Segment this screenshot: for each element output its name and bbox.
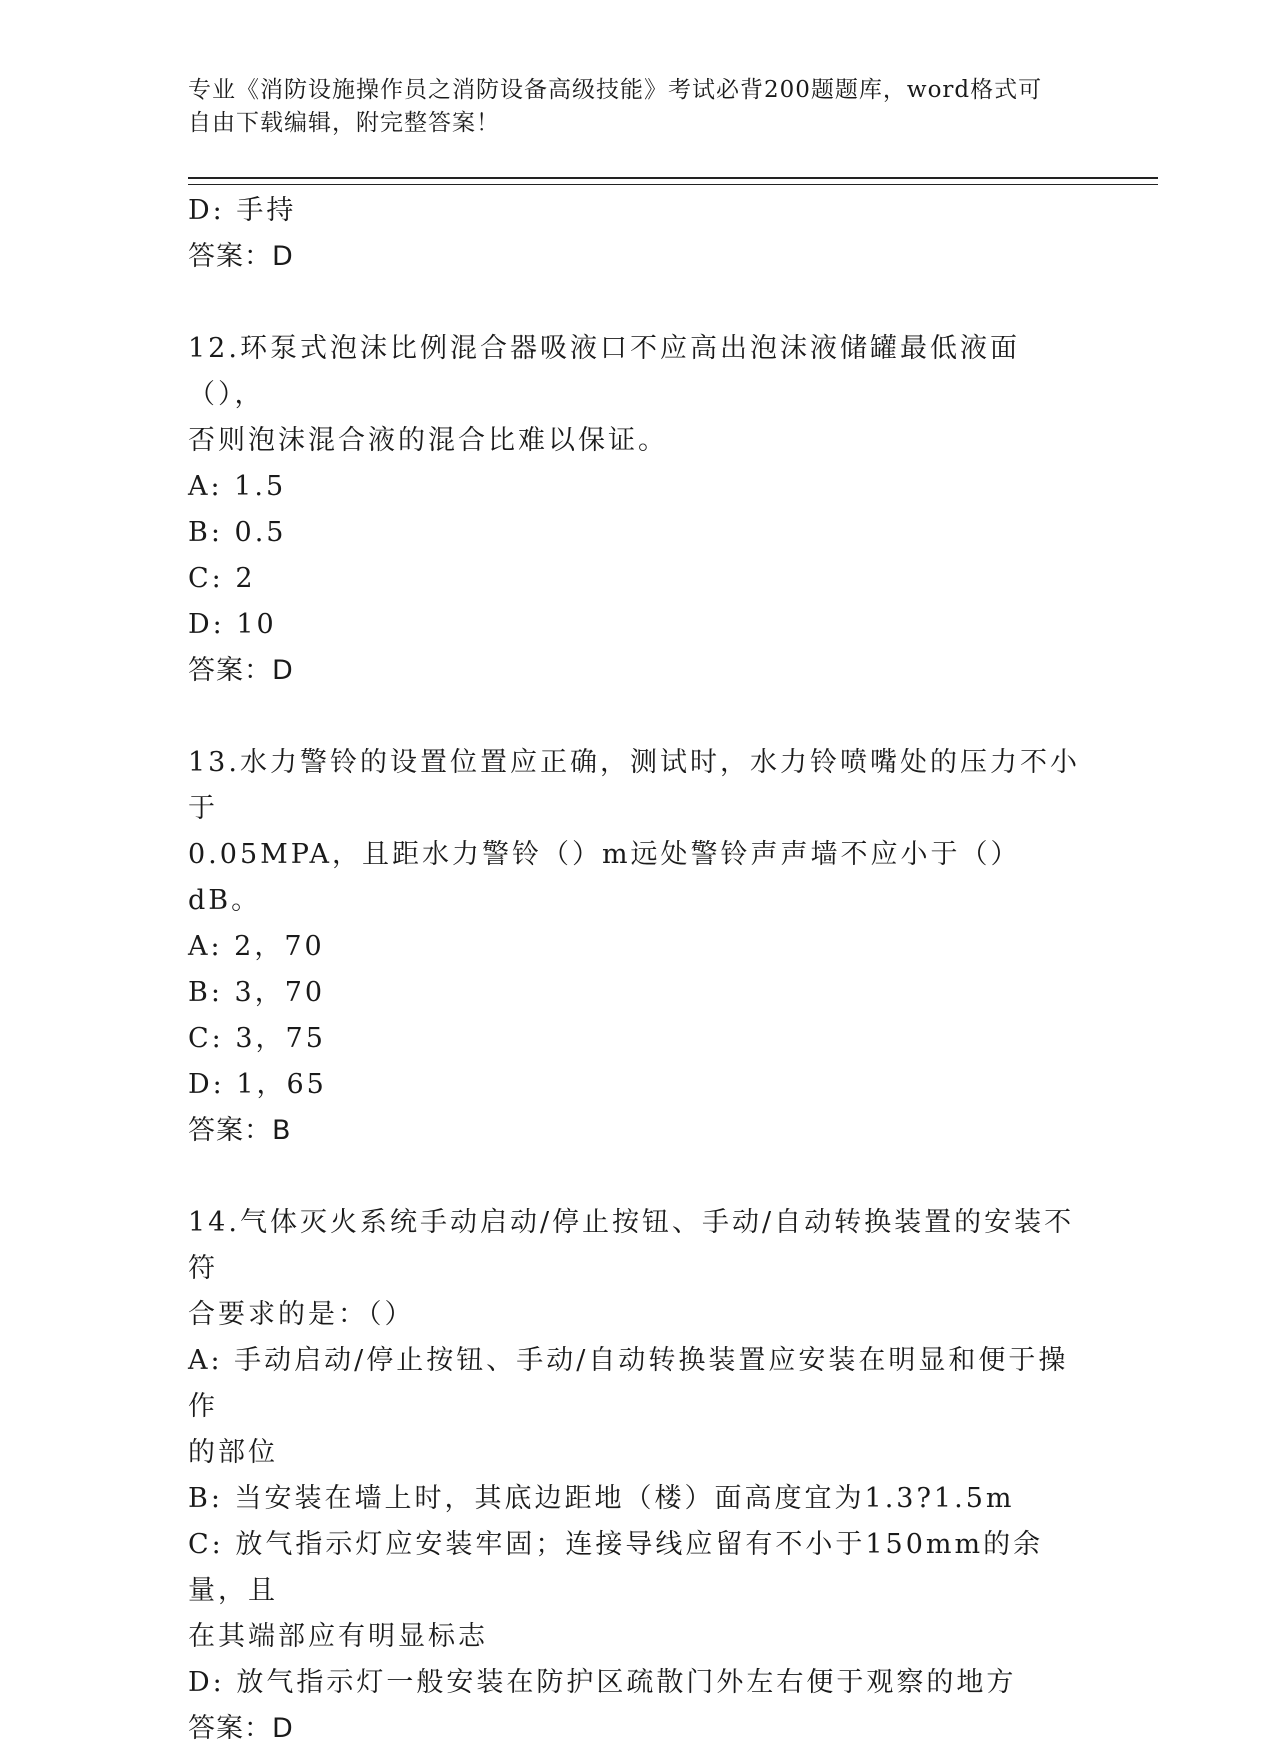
question-stem-line: 13.水力警铃的设置位置应正确，测试时，水力铃喷嘴处的压力不小于	[188, 747, 1080, 824]
option-d: D: 10	[188, 609, 277, 640]
answer-line: 答案：B	[188, 1115, 292, 1146]
header-title-line-1: 专业《消防设施操作员之消防设备高级技能》考试必背200题题库，word格式可	[188, 77, 1043, 103]
question-13	[188, 740, 1088, 1154]
question-stem-line: 合要求的是：（）	[188, 1299, 415, 1330]
option-d: D: 放气指示灯一般安装在防护区疏散门外左右便于观察的地方	[188, 1667, 1017, 1698]
option-d: D: 1，65	[188, 1069, 327, 1100]
answer-line: 答案：D	[188, 655, 294, 686]
question-stem-line: 12.环泵式泡沫比例混合器吸液口不应高出泡沫液储罐最低液面（），	[188, 333, 1020, 410]
question-stem-line: 0.05MPA，且距水力警铃（）m远处警铃声声墙不应小于（）dB。	[188, 839, 1021, 916]
option-c: C: 2	[188, 563, 256, 594]
option-b: B: 0.5	[188, 517, 287, 548]
spacer	[188, 1154, 1088, 1200]
option-c-continuation: 在其端部应有明显标志	[188, 1621, 488, 1652]
answer-line: 答案：D	[188, 241, 294, 272]
option-c: C: 3，75	[188, 1023, 326, 1054]
option-a: A: 2，70	[188, 931, 325, 962]
question-14	[188, 1200, 1088, 1752]
option-b: B: 当安装在墙上时，其底边距地（楼）面高度宜为1.3?1.5m	[188, 1483, 1015, 1514]
question-12	[188, 326, 1088, 694]
option-c: C: 放气指示灯应安装牢固；连接导线应留有不小于150mm的余量，且	[188, 1529, 1044, 1606]
option-b: B: 3，70	[188, 977, 326, 1008]
header-divider	[188, 177, 1158, 185]
document-body	[188, 188, 1088, 1752]
option-a-continuation: 的部位	[188, 1437, 278, 1468]
option-a: A: 手动启动/停止按钮、手动/自动转换装置应安装在明显和便于操作	[188, 1345, 1069, 1422]
option-d: D: 手持	[188, 195, 297, 226]
spacer	[188, 280, 1088, 326]
spacer	[188, 694, 1088, 740]
answer-line: 答案：D	[188, 1713, 294, 1744]
header-title-line-2: 自由下载编辑，附完整答案！	[188, 110, 500, 136]
option-a: A: 1.5	[188, 471, 287, 502]
previous-question-fragment	[188, 188, 1088, 280]
page-header	[188, 74, 1068, 140]
question-stem-line: 14.气体灭火系统手动启动/停止按钮、手动/自动转换装置的安装不符	[188, 1207, 1075, 1284]
question-stem-line: 否则泡沫混合液的混合比难以保证。	[188, 425, 668, 456]
